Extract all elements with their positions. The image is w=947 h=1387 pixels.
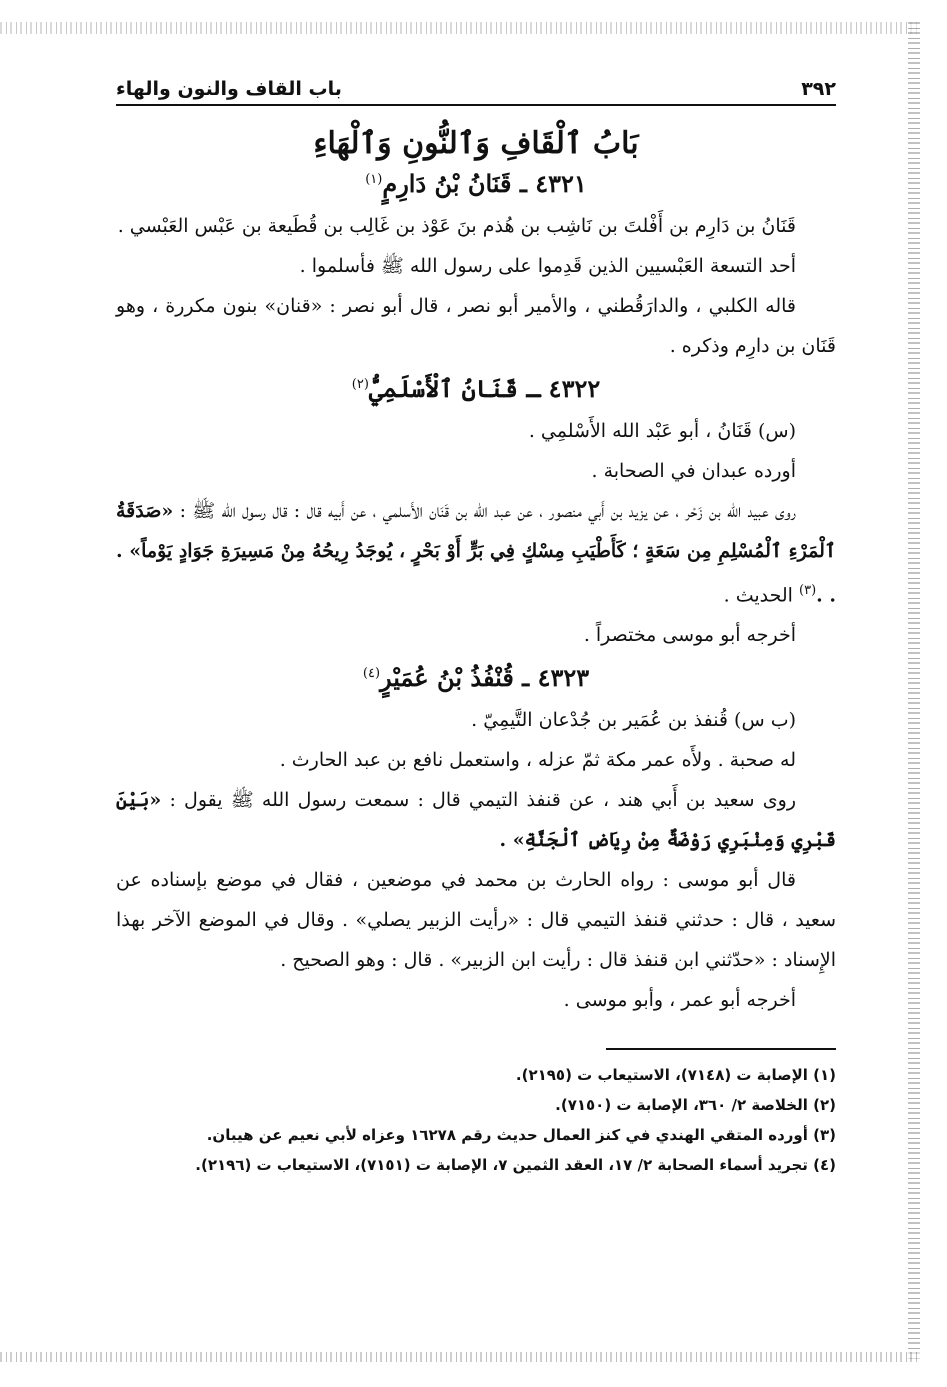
entry-paragraph: (س) قَنَانُ ، أبو عَبْد الله الأَسْلمِي . bbox=[528, 420, 796, 442]
entry-title bbox=[116, 374, 836, 403]
footnote-2: (٢) الخلاصة ٢/ ٣٦٠، الإصابة ت (٧١٥٠). bbox=[555, 1096, 836, 1115]
narration-text: روى سعيد بن أَبي هند ، عن قنفذ التيمي قال : سمعت رسول الله ﷺ يقول : bbox=[161, 789, 796, 812]
hadith-text: «بَيْنَ قَبْرِي وَمِنْبَرِي رَوْضَةٌ مِنْ رِيَاضِ ٱلْجَنَّةِ» . bbox=[116, 789, 836, 852]
book-page bbox=[116, 78, 836, 1180]
entry-paragraph: (ب س) قُنفذ بن عُمَير بن جُدْعان التَّيمِيّ . bbox=[471, 709, 796, 732]
footnote-ref: (٤) bbox=[362, 666, 381, 682]
entry-paragraph: له صحبة . ولأَه عمر مكة ثمّ عزله ، واستعمل نافع بن عبد الحارث . bbox=[279, 749, 796, 772]
entry-paragraph: أخرجه أبو موسى مختصراً . bbox=[583, 624, 796, 647]
decorative-border-right bbox=[908, 22, 920, 1362]
footnote-ref: (١) bbox=[365, 172, 383, 187]
entry-title-text: ٤٣٢٣ ـ قُنْفُذُ بْنُ عُمَيْرٍ bbox=[380, 663, 590, 693]
entry-4321 bbox=[116, 169, 836, 366]
entry-4323 bbox=[116, 663, 836, 1020]
page-header bbox=[116, 78, 836, 106]
footnote-4: (٤) تجريد أسماء الصحابة ٢/ ١٧، العقد الثمين ٧، الإصابة ت (٧١٥١)، الاستيعاب ت (٢١٩٦). bbox=[195, 1156, 836, 1175]
narration-text: روى عبيد اللّه بن زَحْر ، عن يزيد بن أَبي منصور ، عن عبد اللّه بن قَنَان الأَسلمي ، عن أَبيه قال : قال رسول الله ﷺ : bbox=[173, 500, 796, 522]
hadith-text: «صَدَقَةُ ٱلْمَرْءِ ٱلْمُسْلِمِ مِن سَعَةٍ ؛ كَأَطْيَبِ مِسْكٍ فِي بَرٍّ أَوْ بَحْرٍ ، يُوجَدُ رِيحُهُ مِنْ مَسِيرَةِ جَوَادٍ يَوْماً» . . . bbox=[116, 500, 836, 607]
footnote-3: (٣) أورده المتقي الهندي في كنز العمال حديث رقم ١٦٢٧٨ وعزاه لأبي نعيم عن هيبان. bbox=[206, 1126, 836, 1145]
decorative-border-bottom bbox=[0, 1352, 920, 1362]
entry-title bbox=[116, 169, 836, 198]
entry-paragraph-hadith bbox=[116, 491, 836, 615]
narration-text: الحديث . bbox=[723, 584, 799, 607]
entry-paragraph: قال أبو موسى : رواه الحارث بن محمد في موضعين ، فقال في موضع بإسناده عن سعيد ، قال : حدثني قنفذ التيمي قال : «رأيت الزبير يصلي» . وقال في الموضع الآخر بهذا الإِسناد : «حدّثني ابن قنفذ قال : رأيت ابن الزبير» . قال : وهو الصحيح . bbox=[116, 869, 836, 972]
footnote-1: (١) الإصابة ت (٧١٤٨)، الاستيعاب ت (٢١٩٥). bbox=[515, 1066, 836, 1085]
entry-title-text: ٤٣٢٢ ـ قَنَانُ ٱلْأَسْلَمِيُّ bbox=[368, 374, 601, 403]
page-number: ٣٩٢ bbox=[801, 78, 836, 100]
running-title: باب القاف والنون والهاء bbox=[116, 78, 342, 100]
decorative-border-top bbox=[0, 22, 920, 34]
footnote-ref: (٣) bbox=[799, 583, 817, 598]
footnote-ref: (٢) bbox=[351, 377, 369, 392]
footnote-divider bbox=[606, 1048, 836, 1050]
chapter-title: بَابُ ٱلْقَافِ وَٱلنُّونِ وَٱلْهَاءِ bbox=[313, 126, 639, 161]
entry-title-text: ٤٣٢١ ـ قَنَانُ بْنُ دَارِمٍ bbox=[382, 169, 587, 198]
entry-paragraph: أخرجه أبو عمر ، وأبو موسى . bbox=[563, 989, 796, 1012]
entry-paragraph: أورده عبدان في الصحابة . bbox=[591, 460, 796, 482]
entry-paragraph-hadith bbox=[116, 780, 836, 860]
entry-paragraph: قَنَانُ بن دَارِم بن أَفْلتَ بن نَاشِب بن هُذم بنَ عَوْذ بن غَالِب بن قُطَيعة بن عَبْس العَبْسي . bbox=[117, 215, 796, 237]
footnotes bbox=[116, 1060, 836, 1180]
entry-title bbox=[116, 663, 836, 692]
entry-paragraph: قاله الكلبي ، والدارَقُطني ، والأمير أبو نصر ، قال أبو نصر : «قنان» بنون مكررة ، وهو قَنَان بن دارِم وذكره . bbox=[116, 295, 836, 357]
entry-4322 bbox=[116, 374, 836, 655]
entry-paragraph: أحد التسعة العَبْسيين الذين قَدِموا على رسول الله ﷺ فأسلموا . bbox=[299, 255, 796, 277]
